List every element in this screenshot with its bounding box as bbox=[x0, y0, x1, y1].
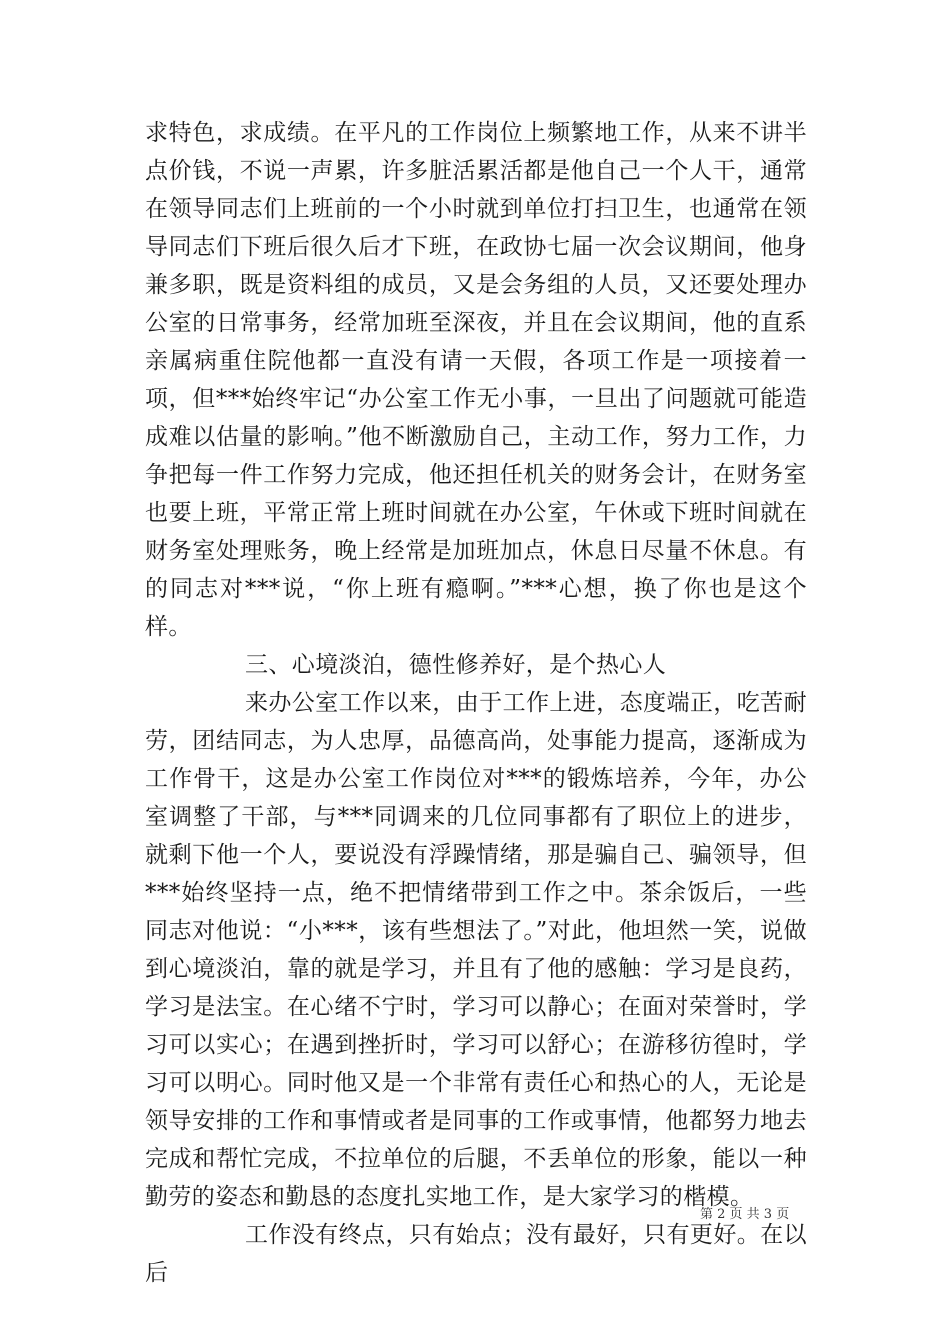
paragraph-body: 来办公室工作以来，由于工作上进，态度端正，吃苦耐劳，团结同志，为人忠厚，品德高尚，处事能力提高，逐渐成为工作骨干，这是办公室工作岗位对***的锻炼培养，今年，办公室调整了干部，与***同调来的几位同事都有了职位上的进步，就剩下他一个人，要说没有浮躁情绪，那是骗自己、骗领导，但***始终坚持一点，绝不把情绪带到工作之中。茶余饭后，一些同志对他说：“小***，该有些想法了。”对此，他坦然一笑，说做到心境淡泊，靠的就是学习，并且有了他的感触：学习是良药，学习是法宝。在心绪不宁时，学习可以静心；在面对荣誉时，学习可以实心；在遇到挫折时，学习可以舒心；在游移彷徨时，学习可以明心。同时他又是一个非常有责任心和热心的人，无论是领导安排的工作和事情或者是同事的工作或事情，他都努力地去完成和帮忙完成，不拉单位的后腿，不丢单位的形象，能以一种勤劳的姿态和勤恳的态度扎实地工作，是大家学习的楷模。 bbox=[145, 690, 807, 1210]
page-footer: 第 2 页 共 3 页 bbox=[700, 1207, 790, 1222]
section-heading: 三、心境淡泊，德性修养好，是个热心人 bbox=[245, 652, 667, 678]
paragraph-closing: 工作没有终点，只有始点；没有最好，只有更好。在以后 bbox=[145, 1222, 807, 1286]
paragraph-continuation: 求特色，求成绩。在平凡的工作岗位上频繁地工作，从来不讲半点价钱，不说一声累，许多脏活累活都是他自己一个人干，通常在领导同志们上班前的一个小时就到单位打扫卫生，也通常在领导同志们下班后很久后才下班，在政协七届一次会议期间，他身兼多职，既是资料组的成员，又是会务组的人员，又还要处理办公室的日常事务，经常加班至深夜，并且在会议期间，他的直系亲属病重住院他都一直没有请一天假，各项工作是一项接着一项，但***始终牢记“办公室工作无小事，一旦出了问题就可能造成难以估量的影响。”他不断激励自己，主动工作，努力工作，力争把每一件工作努力完成，他还担任机关的财务会计，在财务室也要上班，平常正常上班时间就在办公室，午休或下班时间就在财务室处理账务，晚上经常是加班加点，休息日尽量不休息。有的同志对***说，“你上班有瘾啊。”***心想，换了你也是这个样。 bbox=[145, 120, 807, 640]
document-body bbox=[145, 114, 807, 1292]
